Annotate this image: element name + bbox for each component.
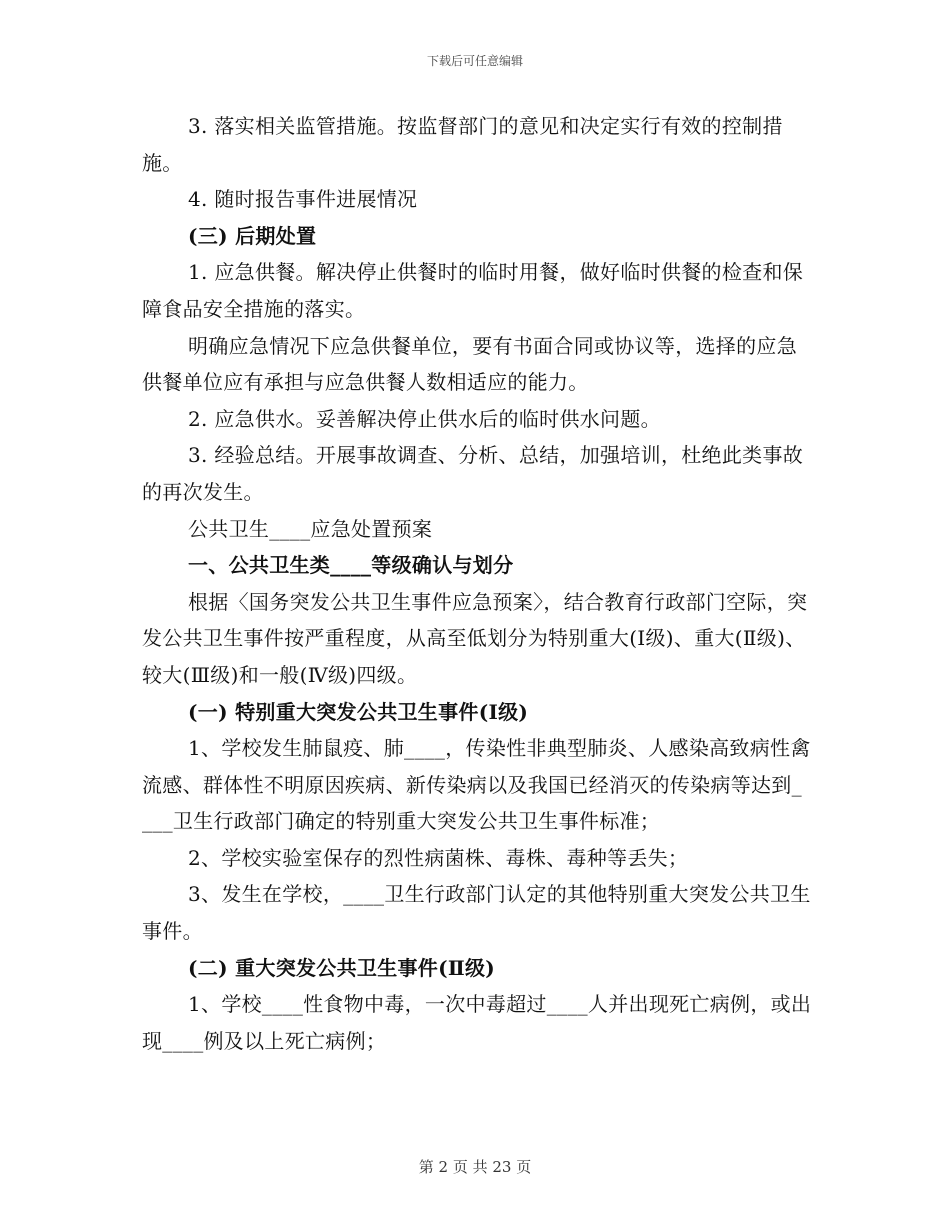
- paragraph-7: 3. 经验总结。开展事故调查、分析、总结，加强培训，杜绝此类事故的再次发生。: [142, 443, 804, 504]
- page-header: 下载后可任意编辑: [426, 54, 523, 68]
- paragraph-16: 1、学校____性食物中毒，一次中毒超过____人并出现死亡病例，或出现____例及以上死亡病例；: [142, 992, 812, 1053]
- paragraph-12: 1、学校发生肺鼠疫、肺____，传染性非典型肺炎、人感染高致病性禽流感、群体性不明原因疾病、新传染病以及我国已经消灭的传染病等达到____卫生行政部门确定的特别重大突发公共卫生事件标准；: [142, 736, 811, 834]
- paragraph-8: 公共卫生____应急处置预案: [188, 516, 433, 541]
- section-heading-15: (二) 重大突发公共卫生事件(Ⅱ级): [188, 955, 496, 980]
- paragraph-14: 3、发生在学校，____卫生行政部门认定的其他特别重大突发公共卫生事件。: [142, 882, 811, 944]
- paragraph-10: 根据〈国务突发公共卫生事件应急预案〉，结合教育行政部门空际，突发公共卫生事件按严重程度，从高至低划分为特别重大(Ⅰ级)、重大(Ⅱ级)、较大(Ⅲ级)和一般(Ⅳ级)四级。: [142, 589, 808, 687]
- paragraph-4: 1. 应急供餐。解决停止供餐时的临时用餐，做好临时供餐的检查和保障食品安全措施的落实。: [142, 260, 804, 321]
- section-heading-3: (三) 后期处置: [188, 223, 317, 248]
- section-heading-11: (一) 特别重大突发公共卫生事件(Ⅰ级): [188, 699, 529, 724]
- paragraph-5: 明确应急情况下应急供餐单位，要有书面合同或协议等，选择的应急供餐单位应有承担与应急供餐人数相适应的能力。: [142, 333, 797, 395]
- paragraph-2: 4. 随时报告事件进展情况: [188, 187, 418, 212]
- section-heading-9: 一、公共卫生类____等级确认与划分: [188, 553, 514, 578]
- page-footer: 第 2 页 共 23 页: [418, 1158, 532, 1176]
- paragraph-1: 3. 落实相关监管措施。按监督部门的意见和决定实行有效的控制措施。: [142, 114, 783, 175]
- paragraph-6: 2. 应急供水。妥善解决停止供水后的临时供水问题。: [188, 406, 661, 431]
- paragraph-13: 2、学校实验室保存的烈性病菌株、毒株、毒种等丢失；: [188, 845, 689, 870]
- document-body: [142, 108, 812, 1059]
